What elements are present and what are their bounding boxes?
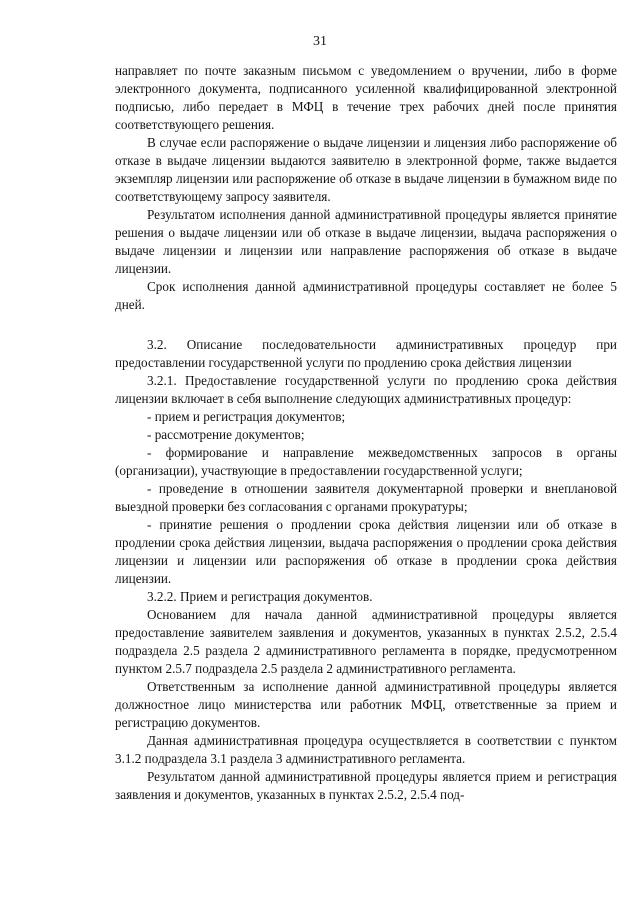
paragraph: 3.2.1. Предоставление государственной услуги по продлению срока действия лицензии включает в себя выполнение следующих административных процедур:: [115, 373, 617, 406]
list-item: - принятие решения о продлении срока действия лицензии или об отказе в продлении срока действия лицензии, выдача распоряжения о продлении срока действия лицензии и лицензии или распоряжения об отказе в продлении срока действия лицензии.: [115, 517, 617, 586]
paragraph: Срок исполнения данной административной процедуры составляет не более 5 дней.: [115, 279, 617, 312]
document-body: [115, 62, 617, 804]
paragraph: В случае если распоряжение о выдаче лицензии и лицензия либо распоряжение об отказе в выдаче лицензии выдаются заявителю в электронной форме, также выдается экземпляр лицензии или распоряжение об отказе в выдаче лицензии в бумажном виде по соответствующему запросу заявителя.: [115, 135, 617, 204]
page-number: 31: [313, 34, 327, 49]
paragraph: Основанием для начала данной административной процедуры является предоставление заявителем заявления и документов, указанных в пунктах 2.5.2, 2.5.4 подраздела 2.5 раздела 2 административного регламента в порядке, предусмотренном пунктом 2.5.7 подраздела 2.5 раздела 2 административного регламента.: [115, 607, 617, 676]
paragraph: Результатом данной административной процедуры является прием и регистрация заявления и документов, указанных в пунктах 2.5.2, 2.5.4 под-: [115, 769, 617, 802]
paragraph: направляет по почте заказным письмом с уведомлением о вручении, либо в форме электронного документа, подписанного усиленной квалифицированной электронной подписью, либо передает в МФЦ в течение трех рабочих дней после принятия соответствующего решения.: [115, 63, 617, 132]
list-item: - проведение в отношении заявителя документарной проверки и внеплановой выездной проверки без согласования с органами прокуратуры;: [115, 481, 617, 514]
paragraph: Данная административная процедура осуществляется в соответствии с пунктом 3.1.2 подраздела 3.1 раздела 3 административного регламента.: [115, 733, 617, 766]
list-item: - формирование и направление межведомственных запросов в органы (организации), участвующие в предоставлении государственной услуги;: [115, 445, 617, 478]
section-heading: 3.2. Описание последовательности административных процедур при предоставлении государственной услуги по продлению срока действия лицензии: [115, 337, 617, 370]
list-item: - рассмотрение документов;: [147, 427, 305, 442]
paragraph: Ответственным за исполнение данной административной процедуры является должностное лицо министерства или работник МФЦ, ответственные за прием и регистрацию документов.: [115, 679, 617, 730]
paragraph: Результатом исполнения данной административной процедуры является принятие решения о выдаче лицензии или об отказе в выдаче лицензии, выдача распоряжения о выдаче лицензии и лицензии или направление распоряжения об отказе в выдаче лицензии.: [115, 207, 617, 276]
subsection-heading: 3.2.2. Прием и регистрация документов.: [147, 589, 373, 604]
list-item: - прием и регистрация документов;: [147, 409, 346, 424]
